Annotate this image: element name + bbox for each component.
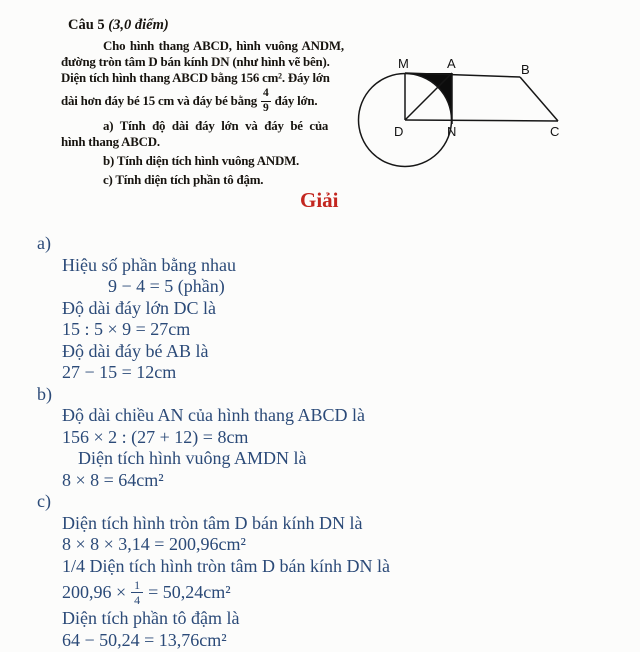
- label-b: B: [521, 62, 530, 77]
- label-a: A: [447, 56, 456, 71]
- solution-line: Độ dài chiều AN của hình thang ABCD là: [62, 405, 365, 425]
- solution-line: 15 : 5 × 9 = 27cm: [62, 319, 191, 339]
- solution-line: Độ dài đáy bé AB là: [62, 340, 209, 361]
- solution-line: 1/4 Diện tích hình tròn tâm D bán kính DN là: [62, 555, 390, 576]
- statement-line-4-post: đáy lớn.: [274, 93, 318, 108]
- label-c: C: [550, 124, 560, 139]
- figure-svg: [352, 48, 574, 174]
- solution-fraction-pre: 200,96 ×: [62, 582, 127, 602]
- statement-line-1: Cho hình thang ABCD, hình vuông ANDM,: [103, 39, 344, 53]
- statement-line-2: đường tròn tâm D bán kính DN (như hình vẽ bên).: [61, 55, 330, 69]
- solution-line: 156 × 2 : (27 + 12) = 8cm: [62, 426, 249, 447]
- solution-fraction-post: = 50,24cm²: [148, 582, 231, 602]
- solution-line: 8 × 8 × 3,14 = 200,96cm²: [62, 534, 246, 554]
- label-n: N: [447, 124, 457, 139]
- segment-dc-bottom: [405, 120, 558, 121]
- label-d: D: [394, 124, 404, 139]
- fraction-numerator: 4: [263, 87, 269, 99]
- solution-line: Độ dài đáy lớn DC là: [62, 297, 216, 318]
- fraction-4-9: [261, 88, 271, 114]
- solution-heading: Giải: [300, 188, 339, 212]
- solution-block: [37, 233, 390, 651]
- segment-bc: [520, 77, 558, 121]
- question-c: c) Tính diện tích phần tô đậm.: [103, 173, 264, 187]
- solution-line: Hiệu số phần bằng nhau: [62, 254, 236, 275]
- fraction-1-4: [131, 579, 143, 606]
- statement-line-4: [61, 86, 361, 116]
- solution-part-a-label: a): [37, 233, 51, 253]
- solution-part-c-label: c): [37, 491, 51, 511]
- solution-line: 9 − 4 = 5 (phần): [108, 276, 225, 296]
- solution-line: 27 − 15 = 12cm: [62, 362, 177, 382]
- solution-line: Diện tích phần tô đậm là: [62, 608, 240, 628]
- label-m: M: [398, 56, 409, 71]
- solution-part-b-label: b): [37, 383, 52, 404]
- statement-line-4-pre: dài hơn đáy bé 15 cm và đáy bé bằng: [61, 93, 258, 108]
- solution-line: Diện tích hình vuông AMDN là: [78, 448, 307, 468]
- fraction-numerator: 1: [134, 578, 141, 592]
- solution-line: Diện tích hình tròn tâm D bán kính DN là: [62, 512, 363, 533]
- solution-line: 64 − 50,24 = 13,76cm²: [62, 629, 227, 650]
- question-a-line-1: a) Tính độ dài đáy lớn và đáy bé của: [103, 119, 329, 133]
- geometry-figure: [352, 48, 574, 179]
- fraction-denominator: 4: [131, 592, 143, 606]
- problem-number: Câu 5: [68, 17, 105, 33]
- statement-line-3: Diện tích hình thang ABCD bằng 156 cm². Đáy lớn: [61, 71, 330, 85]
- problem-block: [61, 16, 361, 188]
- question-a-line-2: hình thang ABCD.: [61, 135, 160, 149]
- problem-heading: [61, 16, 361, 36]
- problem-points: (3,0 điểm): [108, 17, 169, 33]
- question-b: b) Tính diện tích hình vuông ANDM.: [103, 154, 300, 168]
- fraction-denominator: 9: [263, 101, 269, 114]
- solution-line: 8 × 8 = 64cm²: [62, 469, 164, 490]
- solution-fraction-line: [37, 577, 390, 608]
